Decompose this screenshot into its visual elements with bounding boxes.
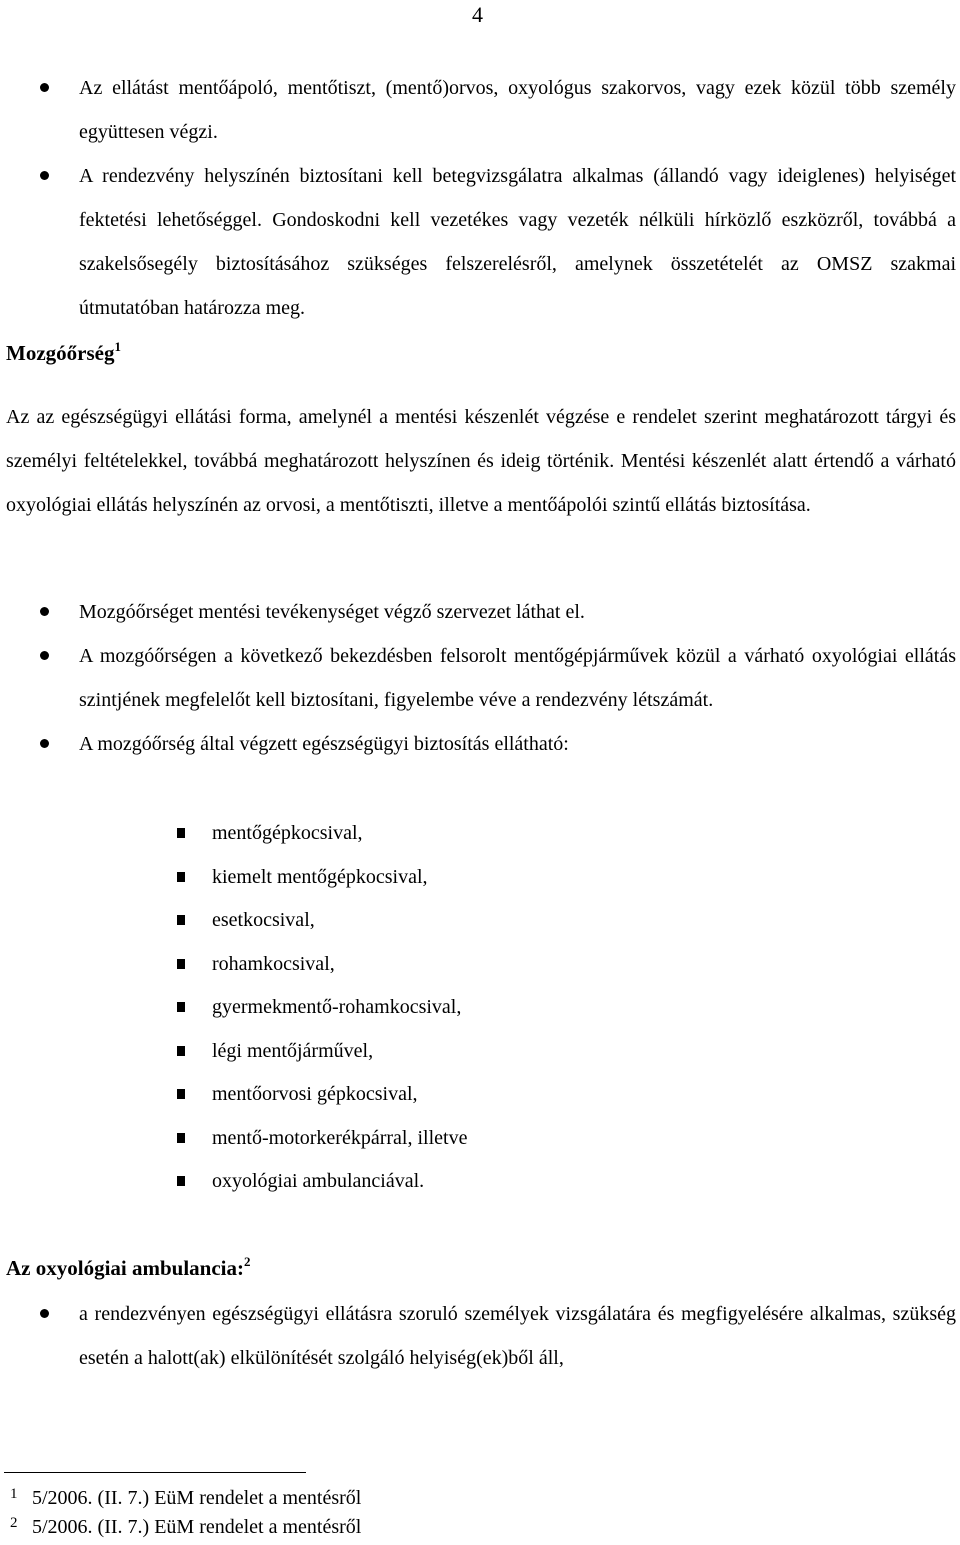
square-bullet-icon xyxy=(177,1176,185,1186)
footnote-number: 1 xyxy=(10,1486,18,1502)
footnote-text: 5/2006. (II. 7.) EüM rendelet a mentésről xyxy=(32,1516,362,1538)
list-item-text: mentő-motorkerékpárral, illetve xyxy=(212,1126,468,1149)
list-item-text: gyermekmentő-rohamkocsival, xyxy=(212,996,462,1018)
list-item xyxy=(0,1030,467,1074)
bullet-dot-icon xyxy=(40,1309,49,1318)
footnote xyxy=(10,1515,361,1539)
section-heading-mozgoorseg xyxy=(6,340,121,366)
list-item xyxy=(0,1073,467,1117)
heading-text: Mozgóőrség xyxy=(6,341,115,365)
bullet-dot-icon xyxy=(40,607,49,616)
list-item-text: kiemelt mentőgépkocsival, xyxy=(212,865,428,888)
square-bullet-icon xyxy=(177,959,185,969)
list-item-text: mentőorvosi gépkocsival, xyxy=(212,1083,418,1105)
list-item xyxy=(0,856,467,900)
bullet-dot-icon xyxy=(40,83,49,92)
list-item xyxy=(0,590,960,634)
footnote-text: 5/2006. (II. 7.) EüM rendelet a mentésről xyxy=(32,1487,362,1509)
list-item-text: A rendezvény helyszínén biztosítani kell betegvizsgálatra alkalmas (állandó vagy ideiglenes) helyiséget fektetési lehetőséggel. Gondoskodni kell vezetékes vagy vezeték nélküli hírközlő eszközről, továbbá a szakelsősegély biztosításához szükséges felszerelésről, amelynek összetételét az OMSZ szakmai útmutatóban határozza meg. xyxy=(79,165,956,319)
page-number: 4 xyxy=(472,2,483,27)
bullet-dot-icon xyxy=(40,651,49,660)
list-item xyxy=(0,1117,467,1161)
list-item xyxy=(0,1292,960,1380)
bullet-dot-icon xyxy=(40,171,49,180)
footnote-ref: 2 xyxy=(244,1254,251,1269)
list-item-text: A mozgóőrségen a következő bekezdésben felsorolt mentőgépjárművek közül a várható oxyológiai ellátás szintjének megfelelőt kell biztosítani, figyelembe véve a rendezvény létszámát. xyxy=(79,645,956,711)
footnote-separator xyxy=(4,1472,306,1473)
square-bullet-icon xyxy=(177,915,185,925)
list-item xyxy=(0,66,960,154)
list-item xyxy=(0,154,960,330)
bullet-dot-icon xyxy=(40,739,49,748)
section-heading-ambulancia xyxy=(6,1255,251,1281)
heading-text: Az oxyológiai ambulancia: xyxy=(6,1256,245,1280)
list-item xyxy=(0,722,960,766)
list-item-text: Az ellátást mentőápoló, mentőtiszt, (mentő)orvos, oxyológus szakorvos, vagy ezek közül több személy együttesen végzi. xyxy=(79,77,956,143)
list-item xyxy=(0,899,467,943)
square-bullet-icon xyxy=(177,828,185,838)
square-bullet-icon xyxy=(177,1133,185,1143)
list-item-text: A mozgóőrség által végzett egészségügyi biztosítás ellátható: xyxy=(79,733,569,755)
square-bullet-icon xyxy=(177,1089,185,1099)
vehicle-list xyxy=(0,812,467,1204)
list-item xyxy=(0,986,467,1030)
list-item-text: Mozgóőrséget mentési tevékenységet végző szervezet láthat el. xyxy=(79,601,585,623)
square-bullet-icon xyxy=(177,1002,185,1012)
paragraph: Az az egészségügyi ellátási forma, amelynél a mentési készenlét végzése e rendelet szerint meghatározott tárgyi és személyi feltételekkel, továbbá meghatározott helyszínen és ideig történik. Mentési készenlét alatt értendő a várható oxyológiai ellátás helyszínén az orvosi, a mentőtiszti, illetve a mentőápolói szintű ellátás biztosítása. xyxy=(6,406,956,516)
list-item-text: a rendezvényen egészségügyi ellátásra szoruló személyek vizsgálatára és megfigyelésére alkalmas, szükség esetén a halott(ak) elkülönítését szolgáló helyiség(ek)ből áll, xyxy=(79,1303,956,1369)
list-item xyxy=(0,943,467,987)
square-bullet-icon xyxy=(177,872,185,882)
footnote xyxy=(10,1486,361,1510)
list-item-text: esetkocsival, xyxy=(212,909,315,931)
intro-bullet-list xyxy=(0,66,960,330)
list-item-text: mentőgépkocsival, xyxy=(212,822,363,844)
list-item-text: oxyológiai ambulanciával. xyxy=(212,1170,425,1192)
footnote-ref: 1 xyxy=(114,339,121,354)
list-item-text: légi mentőjárművel, xyxy=(212,1039,374,1062)
square-bullet-icon xyxy=(177,1046,185,1056)
list-item xyxy=(0,1160,467,1204)
list-item-text: rohamkocsival, xyxy=(212,952,335,975)
section2-bullet-list xyxy=(0,1292,960,1380)
list-item xyxy=(0,812,467,856)
list-item xyxy=(0,634,960,722)
footnote-number: 2 xyxy=(10,1515,18,1531)
section1-bullet-list xyxy=(0,590,960,766)
